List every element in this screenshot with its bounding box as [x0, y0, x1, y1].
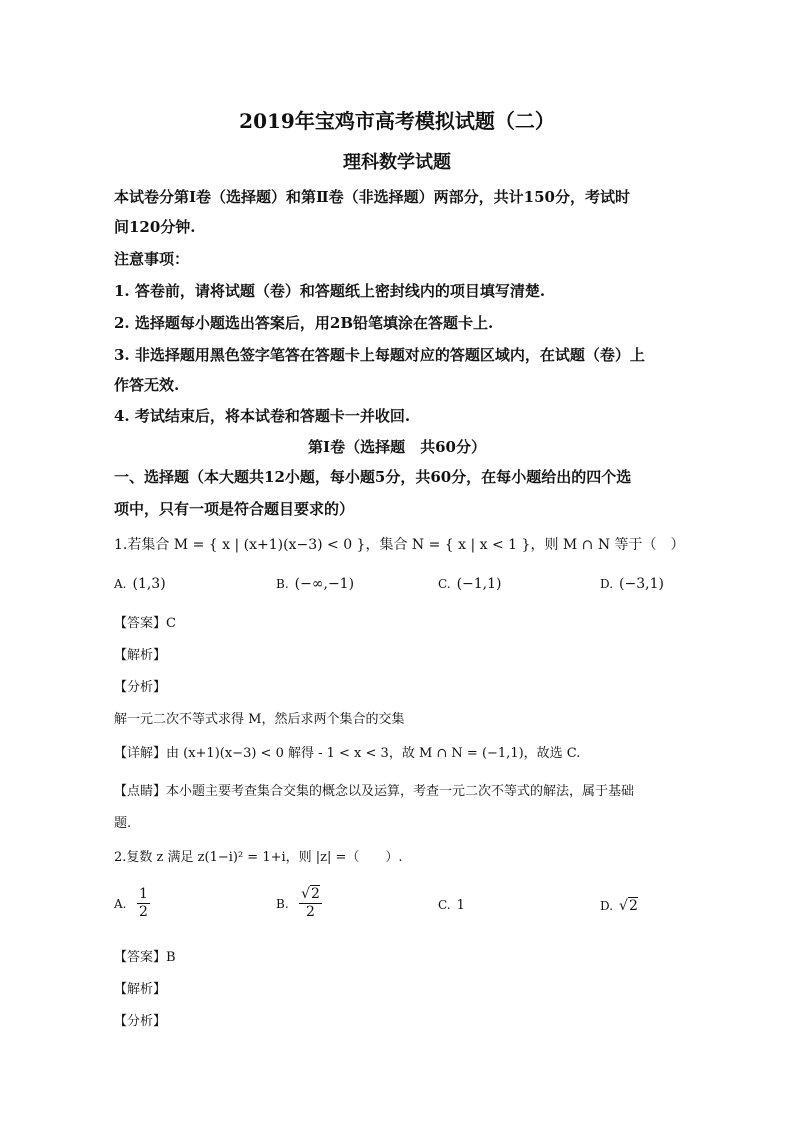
sqrt-symbol: √ [619, 898, 628, 914]
option-value: (−3,1) [619, 576, 664, 592]
note-item-3-cont: 作答无效. [114, 376, 180, 394]
q1-detail: 【详解】由 (x+1)(x−3) < 0 解得 - 1 < x < 3，故 M ∩ N = (−1,1)，故选 C. [114, 746, 581, 761]
option-value: (1,3) [132, 576, 166, 592]
note-item-1: 1. 答卷前，请将试题（卷）和答题纸上密封线内的项目填写清楚. [114, 282, 546, 300]
option-label: B. [276, 577, 289, 591]
q1-option-d [600, 576, 664, 592]
page-title: 2019年宝鸡市高考模拟试题（二） [239, 109, 555, 133]
fraction-numerator: √2 [301, 886, 320, 902]
section-desc-2: 项中，只有一项是符合题目要求的） [114, 500, 355, 518]
option-value: (−1,1) [456, 576, 502, 592]
fraction-denominator: 2 [306, 904, 315, 920]
q1-option-a [114, 576, 166, 592]
intro-line-2: 间120分钟. [114, 218, 196, 236]
fraction-numerator: 1 [138, 886, 148, 902]
q2-fenxi: 【分析】 [114, 1014, 167, 1029]
section-title: 第Ⅰ卷（选择题 共60分） [308, 438, 486, 456]
sqrt-radicand: 2 [311, 886, 320, 902]
intro-line-1: 本试卷分第Ⅰ卷（选择题）和第Ⅱ卷（非选择题）两部分，共计150分，考试时 [114, 188, 630, 206]
option-label: B. [276, 896, 289, 911]
q1-fenxi: 【分析】 [114, 680, 167, 695]
option-label: D. [600, 577, 614, 591]
sqrt-radicand: 2 [628, 898, 638, 914]
q1-dianjing-1: 【点睛】本小题主要考查集合交集的概念以及运算，考查一元二次不等式的解法，属于基础 [114, 784, 635, 799]
q2-option-d [600, 898, 638, 914]
notes-heading: 注意事项： [114, 250, 190, 268]
page-subtitle: 理科数学试题 [343, 152, 451, 173]
q1-stem: 1.若集合 M = { x | (x+1)(x−3) < 0 }，集合 N = { x | x < 1 }，则 M ∩ N 等于（ ） [114, 537, 685, 553]
q1-option-b [276, 576, 354, 592]
q1-dianjing-2: 题. [114, 816, 132, 831]
option-label: D. [600, 899, 614, 913]
note-item-4: 4. 考试结束后，将本试卷和答题卡一并收回. [114, 407, 411, 425]
fraction-denominator: 2 [138, 904, 148, 920]
option-value: 1 [456, 898, 465, 913]
q1-option-c [438, 576, 502, 592]
option-label: A. [114, 577, 127, 591]
fraction-sqrt2-over-2 [299, 886, 322, 921]
q2-option-a [114, 886, 150, 921]
note-item-3: 3. 非选择题用黑色签字笔答在答题卡上每题对应的答题区域内，在试题（卷）上 [114, 346, 645, 364]
section-desc-1: 一、选择题（本大题共12小题，每小题5分，共60分，在每小题给出的四个选 [114, 468, 632, 486]
q1-jiexi: 【解析】 [114, 648, 167, 663]
option-label: A. [114, 896, 127, 911]
q2-option-b [276, 886, 322, 921]
q2-stem: 2.复数 z 满足 z(1−i)² = 1+i，则 |z| =（ ）. [114, 850, 403, 865]
q1-fenxi-text: 解一元二次不等式求得 M，然后求两个集合的交集 [114, 712, 405, 727]
q2-option-c [438, 898, 465, 913]
q2-jiexi: 【解析】 [114, 982, 167, 997]
note-item-2: 2. 选择题每小题选出答案后，用2B铅笔填涂在答题卡上. [114, 314, 494, 332]
option-label: C. [438, 577, 451, 591]
q1-answer: 【答案】C [114, 616, 176, 631]
option-value: (−∞,−1) [294, 576, 355, 592]
q2-answer: 【答案】B [114, 950, 176, 965]
option-label: C. [438, 898, 451, 912]
fraction-one-half [137, 886, 150, 921]
